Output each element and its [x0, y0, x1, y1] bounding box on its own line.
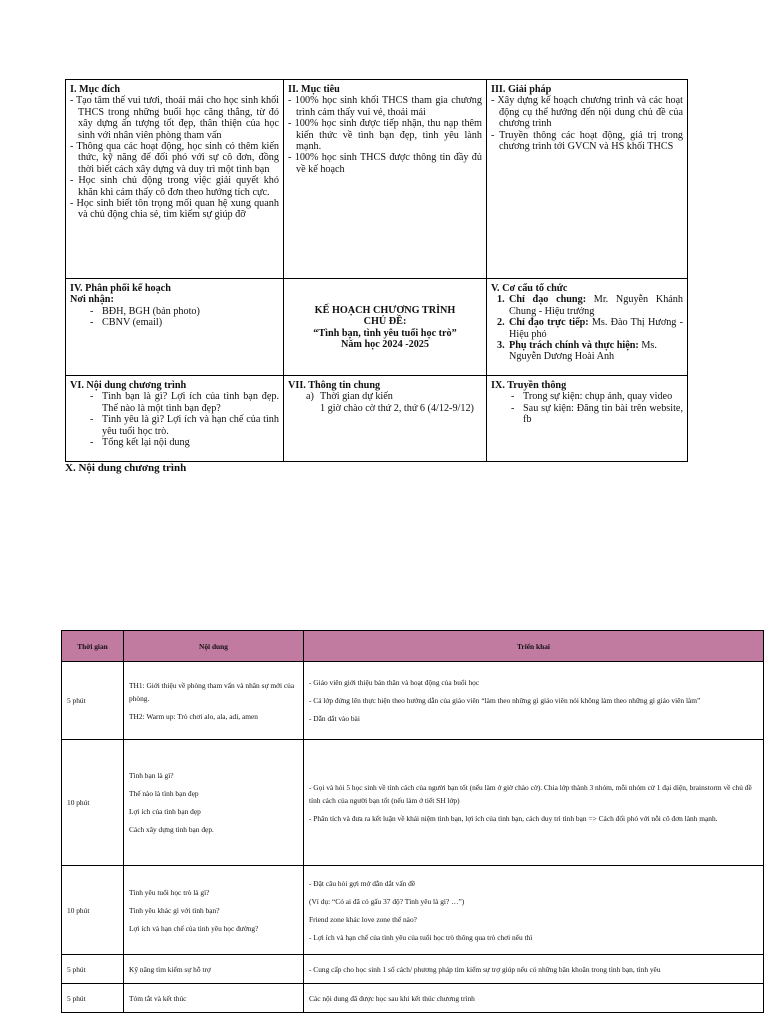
role-label: Chỉ đạo trực tiếp:	[509, 317, 589, 329]
plan-grid	[65, 79, 688, 462]
role-person: Mr. Nguyễn Khánh Chung - Hiệu trưởng	[509, 294, 683, 317]
row-deploy	[304, 866, 764, 955]
noi-dung-heading: VI. Nội dung chương trình	[70, 380, 187, 391]
muc-tieu-list	[288, 95, 482, 175]
row-time: 5 phút	[62, 984, 124, 1013]
deploy-line: - Gọi và hỏi 5 học sinh về tính cách của người bạn tốt (nếu làm ở giờ chào cờ). Chia lớp thành 3 nhóm, mỗi nhóm cử 1 đại diện, brainstorm về chủ đề tính cách của người bạn tốt (nếu làm ở tiết SH lớp)	[309, 782, 752, 805]
item-number: 3.	[497, 340, 505, 352]
table-row	[62, 740, 764, 866]
plan-title: KẾ HOẠCH CHƯƠNG TRÌNH	[314, 304, 456, 316]
list-item: - Truyền thông các hoạt động, giá trị trong chương trình tới GVCN và HS khối THCS	[491, 130, 683, 153]
item-number: 1.	[497, 294, 505, 306]
row-deploy	[304, 740, 764, 866]
cell-muc-tieu	[284, 80, 487, 279]
schedule-table	[61, 630, 764, 1013]
truyen-thong-heading: IX. Truyền thông	[491, 380, 567, 391]
row-content	[124, 984, 304, 1013]
list-item: - Tình yêu là gì? Lợi ích và hạn chế của tình yêu tuổi học trò.	[70, 414, 279, 437]
list-item: - Học sinh biết tôn trọng mối quan hệ xung quanh và chủ động chia sẻ, tìm kiếm sự giúp đỡ	[70, 198, 279, 221]
deploy-line: - Giáo viên giới thiệu bản thân và hoạt động của buổi học	[309, 678, 480, 687]
item-number: 2.	[497, 317, 505, 329]
row-content	[124, 662, 304, 740]
co-cau-list	[491, 294, 683, 362]
content-line: Tình bạn là gì?	[129, 771, 174, 780]
content-line: TH2: Warm up: Trò chơi alo, ala, adi, amen	[129, 711, 258, 721]
content-line: Cách xây dựng tình bạn đẹp.	[129, 825, 214, 834]
deploy-line: (Ví dụ: “Có ai đã có gấu 37 độ? Tình yêu là gì? …”)	[309, 896, 465, 906]
row-time: 5 phút	[62, 662, 124, 740]
deploy-line: - Dẫn dắt vào bài	[309, 714, 360, 723]
giai-phap-list	[491, 95, 683, 152]
deploy-line: Friend zone khác love zone thế nào?	[309, 914, 417, 924]
row-time: 10 phút	[62, 740, 124, 866]
list-item: - Trong sự kiện: chụp ảnh, quay video	[491, 391, 683, 402]
muc-dich-list	[70, 95, 279, 220]
thoi-gian-item	[288, 391, 482, 414]
thong-tin-heading: VII. Thông tin chung	[288, 380, 381, 391]
table-row	[62, 955, 764, 984]
section-heading: X. Nội dung chương trình	[65, 462, 187, 474]
item-letter: a)	[306, 391, 314, 403]
list-item	[491, 317, 683, 340]
list-item: - Xây dựng kế hoạch chương trình và các hoạt động cụ thể hướng đến nội dung chủ đề của chương trình	[491, 95, 683, 129]
cell-muc-dich	[66, 80, 284, 279]
row-deploy	[304, 984, 764, 1013]
table-row	[62, 866, 764, 955]
phan-phoi-heading: IV. Phân phối kế hoạch	[70, 283, 171, 294]
plan-year: Năm học 2024 -2025	[340, 338, 429, 350]
content-line: Kỹ năng tìm kiếm sự hỗ trợ	[129, 964, 211, 974]
list-item: - 100% học sinh khối THCS tham gia chương trình cảm thấy vui vẻ, thoải mái	[288, 95, 482, 118]
plan-topic: “Tình bạn, tình yêu tuổi học trò”	[313, 327, 457, 339]
list-item	[491, 294, 683, 317]
list-item: - BĐH, BGH (bản photo)	[70, 306, 279, 317]
deploy-line: - Đặt câu hỏi gợi mở dẫn dắt vấn đề	[309, 878, 416, 888]
muc-tieu-heading: II. Mục tiêu	[288, 84, 340, 95]
deploy-line: - Cả lớp đứng lên thực hiện theo hướng dẫn của giáo viên “làm theo những gì giáo viên nói không làm theo những gì giáo viên làm”	[309, 696, 701, 705]
cell-ke-hoach-title	[284, 279, 487, 376]
row-deploy	[304, 955, 764, 984]
role-label: Chỉ đạo chung:	[509, 294, 587, 306]
truyen-thong-list	[491, 391, 683, 425]
list-item: - Sau sự kiện: Đăng tin bài trên website, fb	[491, 403, 683, 426]
thoi-gian-value: 1 giờ chào cờ thứ 2, thứ 6 (4/12-9/12)	[320, 402, 474, 414]
deploy-line: Các nội dung đã được học sau khi kết thúc chương trình	[309, 993, 475, 1003]
list-item: - 100% học sinh THCS được thông tin đầy đủ về kế hoạch	[288, 152, 482, 175]
header-time: Thời gian	[62, 631, 124, 662]
header-deploy: Triển khai	[304, 631, 764, 662]
cell-truyen-thong	[487, 376, 688, 462]
plan-topic-label: CHỦ ĐỀ:	[363, 316, 407, 328]
content-line: Lợi ích và hạn chế của tình yêu học đường?	[129, 923, 259, 933]
content-line: Thế nào là tình bạn đẹp	[129, 789, 199, 798]
row-deploy	[304, 662, 764, 740]
content-line: Tóm tắt và kết thúc	[129, 993, 187, 1003]
noi-nhan-list	[70, 306, 279, 329]
row-content	[124, 740, 304, 866]
content-line: TH1: Giới thiệu về phòng tham vấn và nhân sự mới của phòng.	[129, 680, 295, 703]
content-line: Tình yêu khác gì với tình bạn?	[129, 905, 220, 915]
list-item: - Tổng kết lại nội dung	[70, 437, 279, 448]
deploy-line: - Cung cấp cho học sinh 1 số cách/ phương pháp tìm kiếm sự trợ giúp nếu có những băn khoăn trong tình bạn, tình yêu	[309, 964, 661, 974]
noi-nhan-label: Nơi nhận:	[70, 294, 114, 306]
cell-noi-dung	[66, 376, 284, 462]
list-item: - CBNV (email)	[70, 317, 279, 328]
deploy-line: - Phân tích và đưa ra kết luận về khái niệm tình bạn, lợi ích của tình bạn, cách duy trì tình bạn => Cách đối phó với nỗi cô đơn lành mạnh.	[309, 813, 718, 823]
schedule-header-row	[62, 631, 764, 662]
list-item: - Tạo tâm thế vui tươi, thoải mái cho học sinh khối THCS trong những buổi học căng thẳng, từ đó xây dựng ấn tượng tốt đẹp, thân thiện của học sinh với nhân viên phòng tham vấn	[70, 95, 279, 141]
list-item: - Tình bạn là gì? Lợi ích của tình bạn đẹp. Thế nào là một tình bạn đẹp?	[70, 391, 279, 414]
row-content	[124, 955, 304, 984]
table-row	[62, 662, 764, 740]
row-content	[124, 866, 304, 955]
table-row	[62, 984, 764, 1013]
list-item: - Thông qua các hoạt động, học sinh có thêm kiến thức, kỹ năng để đối phó với sự cô đơn, đồng thời biết cách xây dựng và duy trì một tình bạn	[70, 141, 279, 175]
content-line: Tình yêu tuổi học trò là gì?	[129, 887, 210, 897]
cell-giai-phap	[487, 80, 688, 279]
list-item: - Học sinh chủ động trong việc giải quyết khó khăn khi cảm thấy cô đơn theo hướng tích cực.	[70, 175, 279, 198]
content-line: Lợi ích của tình bạn đẹp	[129, 807, 201, 816]
role-person: Ms. Đào Thị Hương - Hiệu phó	[509, 317, 683, 340]
deploy-line: - Lợi ích và hạn chế của tình yêu của tuổi học trò thông qua trò chơi nếu thì	[309, 932, 533, 942]
list-item: - 100% học sinh được tiếp nhận, thu nạp thêm kiến thức về tình bạn đẹp, tình yêu lành mạnh.	[288, 118, 482, 152]
header-content: Nội dung	[124, 631, 304, 662]
co-cau-heading: V. Cơ cấu tổ chức	[491, 283, 568, 294]
role-person: Ms. Nguyễn Dương Hoài Anh	[509, 340, 657, 363]
giai-phap-heading: III. Giải pháp	[491, 84, 552, 95]
cell-co-cau	[487, 279, 688, 376]
role-label: Phụ trách chính và thực hiện:	[509, 340, 639, 352]
cell-thong-tin	[284, 376, 487, 462]
cell-phan-phoi	[66, 279, 284, 376]
row-time: 5 phút	[62, 955, 124, 984]
muc-dich-heading: I. Mục đích	[70, 84, 121, 95]
row-time: 10 phút	[62, 866, 124, 955]
list-item	[491, 340, 683, 363]
noi-dung-list	[70, 391, 279, 448]
thoi-gian-title: Thời gian dự kiến	[320, 391, 393, 403]
